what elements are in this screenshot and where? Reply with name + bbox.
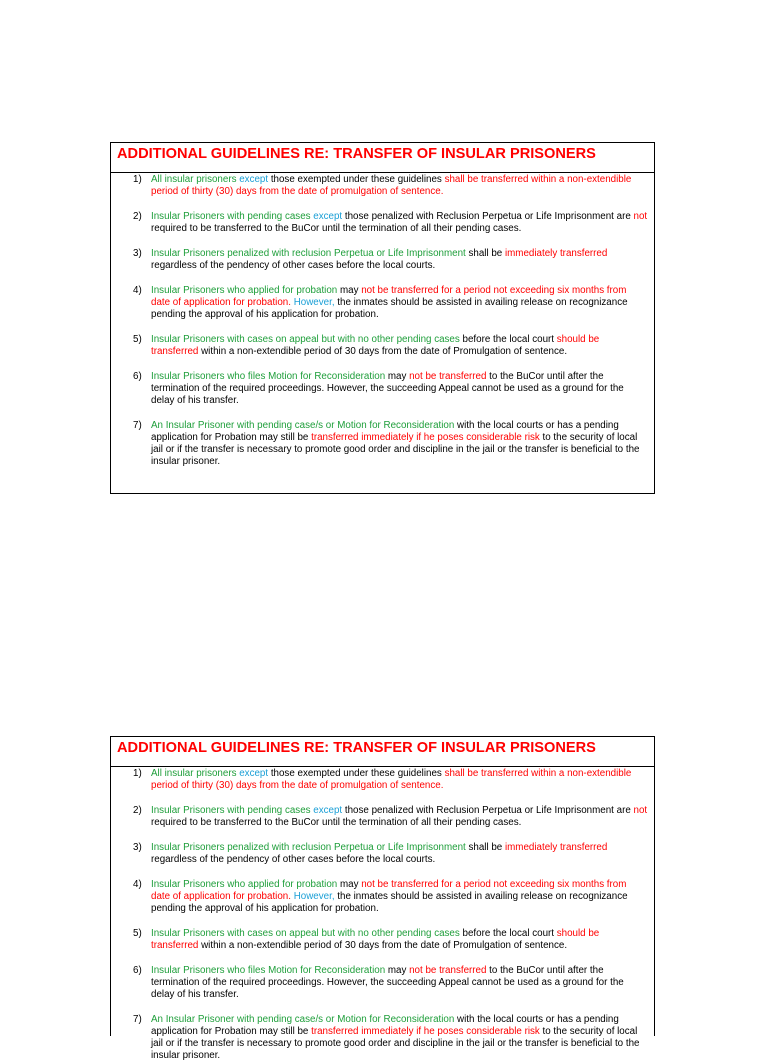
guideline-text-segment: to the security of local jail or if the transfer is necessary to promote good order and discipline in the jail or the transfer is beneficial to the insular prisoner. [151,1026,640,1062]
guideline-item [111,174,648,198]
guideline-text-segment: shall be [465,247,505,259]
guideline-text-segment: before the local court [459,927,557,939]
guideline-item [111,211,648,235]
guideline-text-segment: Insular Prisoners penalized with reclusion Perpetua or Life Imprisonment [151,247,466,259]
guideline-number: 2) [133,804,142,816]
guideline-number: 4) [133,284,142,296]
guideline-text-segment: to the security of local jail or if the transfer is necessary to promote good order and discipline in the jail or the transfer is beneficial to the insular prisoner. [151,432,640,468]
guideline-number: 2) [133,210,142,222]
guideline-text-segment: not be transferred for a period not exceeding six months from date of application for probation. [151,878,627,902]
guideline-item [111,1014,648,1063]
guideline-item [111,285,648,322]
guideline-text-segment: required to be transferred to the BuCor until the termination of all their pending cases. [151,223,522,235]
guideline-item [111,420,648,469]
guideline-text-segment: required to be transferred to the BuCor until the termination of all their pending cases. [151,817,522,829]
guideline-item [111,768,648,792]
guideline-item [111,334,648,358]
guideline-text-segment: except [239,174,269,185]
guideline-text-segment: not be transferred [409,370,487,382]
guideline-text-segment: Insular Prisoners with cases on appeal but with no other pending cases [151,927,460,939]
guideline-number: 7) [133,1013,142,1025]
guideline-text-segment: those exempted under these guidelines [268,174,445,185]
guideline-text-segment: those penalized with Reclusion Perpetua or Life Imprisonment are [342,210,634,222]
guideline-item [111,842,648,866]
guideline-text-segment: Insular Prisoners who files Motion for Reconsideration [151,964,386,976]
guideline-number: 7) [133,419,142,431]
guideline-text-segment: except [313,804,343,816]
guideline-text-segment: regardless of the pendency of other cases before the local courts. [151,260,436,272]
guideline-text-segment: may [385,370,410,382]
guideline-text-segment: Insular Prisoners who applied for probation [151,284,338,296]
guideline-text-segment: within a non-extendible period of 30 days from the date of Promulgation of sentence. [198,346,568,358]
guideline-text-segment: An Insular Prisoner with pending case/s or Motion for Reconsideration [151,1013,455,1025]
guideline-text-segment: Insular Prisoners penalized with reclusion Perpetua or Life Imprisonment [151,841,466,853]
guideline-text-segment: regardless of the pendency of other cases before the local courts. [151,854,436,866]
guideline-text-segment: Insular Prisoners with pending cases [151,210,314,222]
guideline-item [111,248,648,272]
slide-title: ADDITIONAL GUIDELINES RE: TRANSFER OF INSULAR PRISONERS [111,143,654,173]
guideline-text-segment: All insular prisoners [151,174,240,185]
guideline-text-segment: may [385,964,410,976]
guideline-number: 5) [133,927,142,939]
guideline-text-segment: may [337,284,362,296]
guideline-number: 5) [133,333,142,345]
guideline-text-segment: the inmates should be assisted in availing release on recognizance pending the approval of his application for probation. [151,890,628,915]
guideline-number: 1) [133,768,142,779]
guideline-item [111,879,648,916]
guideline-text-segment: not [633,210,648,222]
guideline-text-segment: Insular Prisoners with cases on appeal but with no other pending cases [151,333,460,345]
guideline-text-segment: shall be [465,841,505,853]
guideline-text-segment: except [313,210,343,222]
guideline-text-segment: those exempted under these guidelines [268,768,445,779]
guideline-text-segment: Insular Prisoners with pending cases [151,804,314,816]
guideline-text-segment: All insular prisoners [151,768,240,779]
guideline-text-segment: not [633,804,648,816]
guideline-text-segment: not be transferred for a period not exceeding six months from date of application for probation. [151,284,627,308]
guidelines-list [111,768,654,1063]
guideline-text-segment: within a non-extendible period of 30 days from the date of Promulgation of sentence. [198,940,568,952]
guideline-text-segment: However, [290,296,335,308]
guideline-number: 6) [133,964,142,976]
guideline-text-segment: except [239,768,269,779]
guidelines-slide-2 [110,736,655,1062]
guideline-text-segment: Insular Prisoners who applied for probation [151,878,338,890]
guideline-text-segment: those penalized with Reclusion Perpetua or Life Imprisonment are [342,804,634,816]
guideline-text-segment: with the local courts or has a pending application for Probation may still be [151,1013,619,1038]
guidelines-list [111,174,654,469]
guideline-number: 4) [133,878,142,890]
guideline-number: 1) [133,174,142,185]
guideline-text-segment: Insular Prisoners who files Motion for Reconsideration [151,370,386,382]
guideline-text-segment: shall be transferred within a non-extendible period of thirty (30) days from the date of promulgation of sentence. [151,174,632,198]
guideline-text-segment: may [337,878,362,890]
guideline-text-segment: An Insular Prisoner with pending case/s or Motion for Reconsideration [151,419,455,431]
guideline-text-segment: transferred immediately if he poses considerable risk [311,1026,540,1038]
guideline-text-segment: not be transferred [409,964,487,976]
guideline-text-segment: before the local court [459,333,557,345]
guideline-item [111,805,648,829]
guideline-text-segment: the inmates should be assisted in availing release on recognizance pending the approval of his application for probation. [151,296,628,321]
guideline-text-segment: immediately transferred [504,247,608,259]
guideline-item [111,371,648,408]
guideline-text-segment: However, [290,890,335,902]
guideline-number: 3) [133,841,142,853]
guideline-text-segment: transferred immediately if he poses considerable risk [311,432,540,444]
guideline-text-segment: immediately transferred [504,841,608,853]
guideline-text-segment: should be transferred [151,333,600,358]
guideline-number: 6) [133,370,142,382]
guideline-text-segment: should be transferred [151,927,600,952]
guidelines-slide-1 [110,142,655,494]
guideline-item [111,965,648,1002]
slide-title: ADDITIONAL GUIDELINES RE: TRANSFER OF INSULAR PRISONERS [111,737,654,767]
guideline-item [111,928,648,952]
guideline-text-segment: shall be transferred within a non-extendible period of thirty (30) days from the date of promulgation of sentence. [151,768,632,792]
guideline-text-segment: to the BuCor until after the termination of the required proceedings. However, the succeeding Appeal cannot be used as a ground for the delay of his transfer. [151,370,624,407]
guideline-text-segment: to the BuCor until after the termination of the required proceedings. However, the succeeding Appeal cannot be used as a ground for the delay of his transfer. [151,964,624,1001]
guideline-number: 3) [133,247,142,259]
guideline-text-segment: with the local courts or has a pending application for Probation may still be [151,419,619,444]
